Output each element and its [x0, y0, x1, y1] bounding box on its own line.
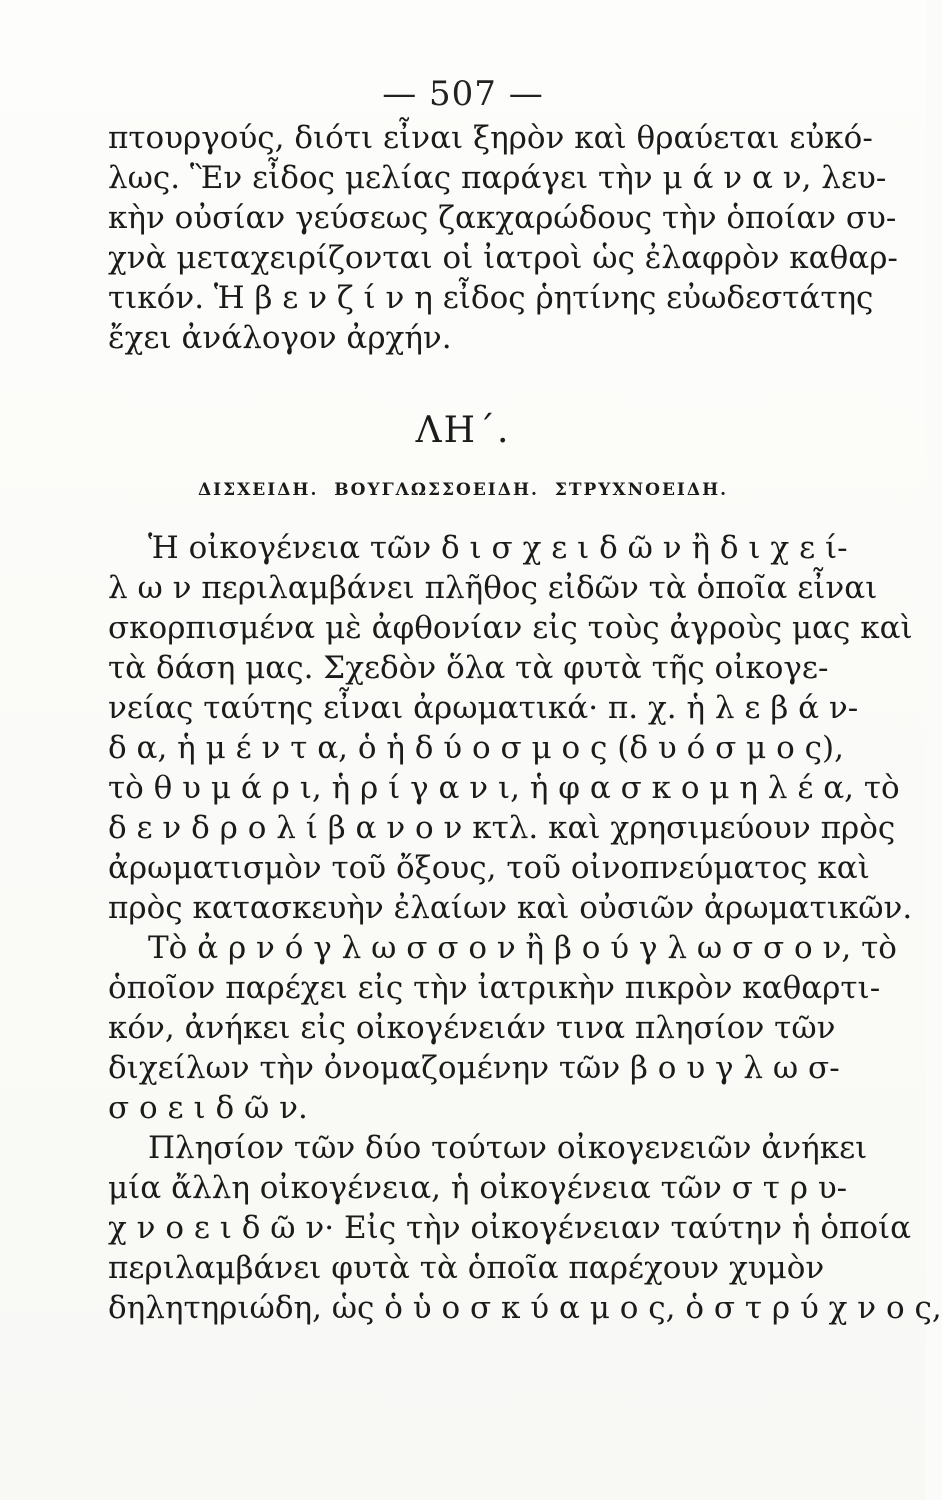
text-line: Πλησίον τῶν δύο τούτων οἰκογενειῶν ἀνήκει: [148, 1130, 868, 1166]
text-line: ὁποῖον παρέχει εἰς τὴν ἰατρικὴν πικρὸν καθαρτι-: [108, 970, 881, 1006]
text-line: διχείλων τὴν ὀνομαζομένην τῶν β ο υ γ λ ω σ-: [108, 1050, 840, 1086]
text-line: δ ε ν δ ρ ο λ ί β α ν ο ν κτλ. καὶ χρησιμεύουν πρὸς: [108, 810, 896, 846]
main-paragraphs: [108, 528, 942, 1328]
text-line: Ἡ οἰκογένεια τῶν δ ι σ χ ε ι δ ῶ ν ἢ δ ι χ ε ί-: [148, 530, 848, 566]
text-line: Τὸ ἀ ρ ν ό γ λ ω σ σ ο ν ἢ β ο ύ γ λ ω σ σ ο ν, τὸ: [148, 930, 897, 966]
text-line: χνὰ μεταχειρίζονται οἱ ἰατροὶ ὡς ἐλαφρὸν καθαρ-: [108, 240, 898, 276]
text-line: τικόν. Ἡ β ε ν ζ ί ν η εἶδος ῥητίνης εὐωδεστάτης: [108, 280, 874, 316]
text-line: λ ω ν περιλαμβάνει πλῆθος εἰδῶν τὰ ὁποῖα εἶναι: [108, 570, 878, 606]
text-line: ἔχει ἀνάλογον ἀρχήν.: [108, 320, 452, 356]
text-line: χ ν ο ε ι δ ῶ ν· Εἰς τὴν οἰκογένειαν ταύτην ἡ ὁποία: [108, 1210, 912, 1246]
text-line: σ ο ε ι δ ῶ ν.: [108, 1090, 308, 1126]
text-line: τὸ θ υ μ ά ρ ι, ἡ ρ ί γ α ν ι, ἡ φ α σ κ ο μ η λ έ α, τὸ: [108, 770, 900, 806]
page-number: — 507 —: [382, 74, 544, 114]
text-line: ἀρωματισμὸν τοῦ ὄξους, τοῦ οἰνοπνεύματος καὶ: [108, 850, 870, 886]
text-line: δηλητηριώδη, ὡς ὁ ὑ ο σ κ ύ α μ ο ς, ὁ σ τ ρ ύ χ ν ο ς,: [108, 1290, 942, 1326]
text-line: δ α, ἡ μ έ ν τ α, ὁ ἡ δ ύ ο σ μ ο ς (δ υ ό σ μ ο ς),: [108, 730, 844, 766]
text-line: περιλαμβάνει φυτὰ τὰ ὁποῖα παρέχουν χυμὸν: [108, 1250, 825, 1286]
text-line: τὰ δάση μας. Σχεδὸν ὅλα τὰ φυτὰ τῆς οἰκογε-: [108, 650, 829, 686]
text-line: κόν, ἀνήκει εἰς οἰκογένειάν τινα πλησίον τῶν: [108, 1010, 836, 1046]
text-line: νείας ταύτης εἶναι ἀρωματικά· π. χ. ἡ λ ε β ά ν-: [108, 690, 859, 726]
section-number: ΛΗ΄.: [415, 410, 511, 451]
text-line: σκορπισμένα μὲ ἀφθονίαν εἰς τοὺς ἀγροὺς μας καὶ: [108, 610, 913, 646]
text-line: κὴν οὐσίαν γεύσεως ζακχαρώδους τὴν ὁποίαν συ-: [108, 200, 897, 236]
text-line: λως. Ἓν εἶδος μελίας παράγει τὴν μ ά ν α ν, λευ-: [108, 160, 887, 196]
text-line: μία ἄλλη οἰκογένεια, ἡ οἰκογένεια τῶν σ τ ρ υ-: [108, 1170, 848, 1206]
text-line: πρὸς κατασκευὴν ἐλαίων καὶ οὐσιῶν ἀρωματικῶν.: [108, 890, 913, 926]
text-line: πτουργούς, διότι εἶναι ξηρὸν καὶ θραύεται εὐκό-: [108, 120, 873, 156]
top-paragraph: [108, 118, 898, 358]
section-subheading: ΔΙΣΧΕΙΔΗ. ΒΟΥΓΛΩΣΣΟΕΙΔΗ. ΣΤΡΥΧΝΟΕΙΔΗ.: [197, 480, 729, 500]
